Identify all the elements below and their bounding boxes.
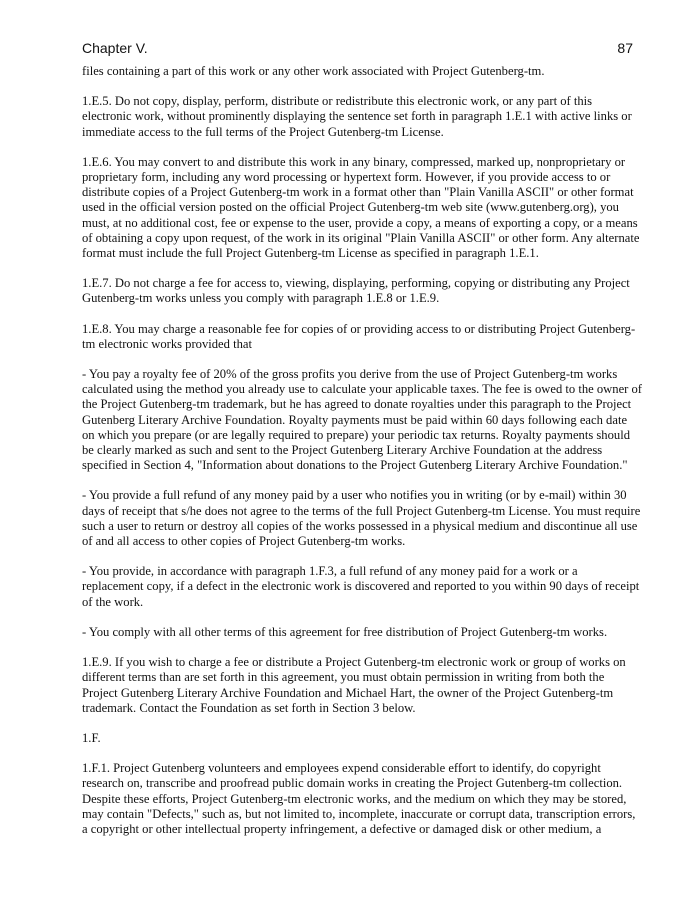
section-heading-1f: 1.F. [82,730,101,745]
list-item-replacement: - You provide, in accordance with paragraph 1.F.3, a full refund of any money paid for a work or a replacement copy, if a defect in the electronic work is discovered and reported to you within 90 days of receipt of the work. [82,564,640,609]
paragraph-1e9: 1.E.9. If you wish to charge a fee or distribute a Project Gutenberg-tm electronic work or group of works on different terms than are set forth in this agreement, you must obtain permission in writing from both the Project Gutenberg Literary Archive Foundation and Michael Hart, the owner of the Project Gutenberg-tm trademark. Contact the Foundation as set forth in Section 3 below. [82,655,626,715]
paragraph-continuation: files containing a part of this work or any other work associated with Project Gutenberg-tm. [82,64,545,78]
page-header [82,40,633,60]
list-item-royalty: - You pay a royalty fee of 20% of the gross profits you derive from the use of Project Gutenberg-tm works calculated using the method you already use to calculate your applicable taxes. The fee is owed to the owner of the Project Gutenberg-tm trademark, but he has agreed to donate royalties under this paragraph to the Project Gutenberg Literary Archive Foundation. Royalty payments must be paid within 60 days following each date on which you prepare (or are legally required to prepare) your periodic tax returns. Royalty payments should be clearly marked as such and sent to the Project Gutenberg Literary Archive Foundation at the address specified in Section 4, "Information about donations to the Project Gutenberg Literary Archive Foundation." [82,367,642,473]
paragraph-1e6: 1.E.6. You may convert to and distribute this work in any binary, compressed, marked up, nonproprietary or proprietary form, including any word processing or hypertext form. However, if you provide access to or distribute copies of a Project Gutenberg-tm work in a format other than "Plain Vanilla ASCII" or other format used in the official version posted on the official Project Gutenberg-tm web site (www.gutenberg.org), you must, at no additional cost, fee or expense to the user, provide a copy, a means of exporting a copy, or a means of obtaining a copy upon request, of the work in its original "Plain Vanilla ASCII" or other form. Any alternate format must include the full Project Gutenberg-tm License as specified in paragraph 1.E.1. [82,154,640,261]
paragraph-1e7: 1.E.7. Do not charge a fee for access to, viewing, displaying, performing, copying or distributing any Project Gutenberg-tm works unless you comply with paragraph 1.E.8 or 1.E.9. [82,276,630,306]
page-number: 87 [617,40,633,56]
paragraph-1e5: 1.E.5. Do not copy, display, perform, distribute or redistribute this electronic work, or any part of this electronic work, without prominently displaying the sentence set forth in paragraph 1.E.1 with active links or immediate access to the full terms of the Project Gutenberg-tm License. [82,94,632,139]
paragraph-1f1: 1.F.1. Project Gutenberg volunteers and employees expend considerable effort to identify, do copyright research on, transcribe and proofread public domain works in creating the Project Gutenberg-tm collection. Despite these efforts, Project Gutenberg-tm electronic works, and the medium on which they may be stored, may contain "Defects," such as, but not limited to, incomplete, inaccurate or corrupt data, transcription errors, a copyright or other intellectual property infringement, a defective or damaged disk or other medium, a [82,761,636,836]
chapter-title: Chapter V. [82,40,148,56]
paragraph-1e8: 1.E.8. You may charge a reasonable fee for copies of or providing access to or distributing Project Gutenberg-tm electronic works provided that [82,321,636,351]
list-item-comply: - You comply with all other terms of this agreement for free distribution of Project Gutenberg-tm works. [82,624,608,639]
page-body [82,64,642,852]
list-item-refund: - You provide a full refund of any money paid by a user who notifies you in writing (or by e-mail) within 30 days of receipt that s/he does not agree to the terms of the full Project Gutenberg-tm License. You must require such a user to return or destroy all copies of the works possessed in a physical medium and discontinue all use of and all access to other copies of Project Gutenberg-tm works. [82,488,641,549]
